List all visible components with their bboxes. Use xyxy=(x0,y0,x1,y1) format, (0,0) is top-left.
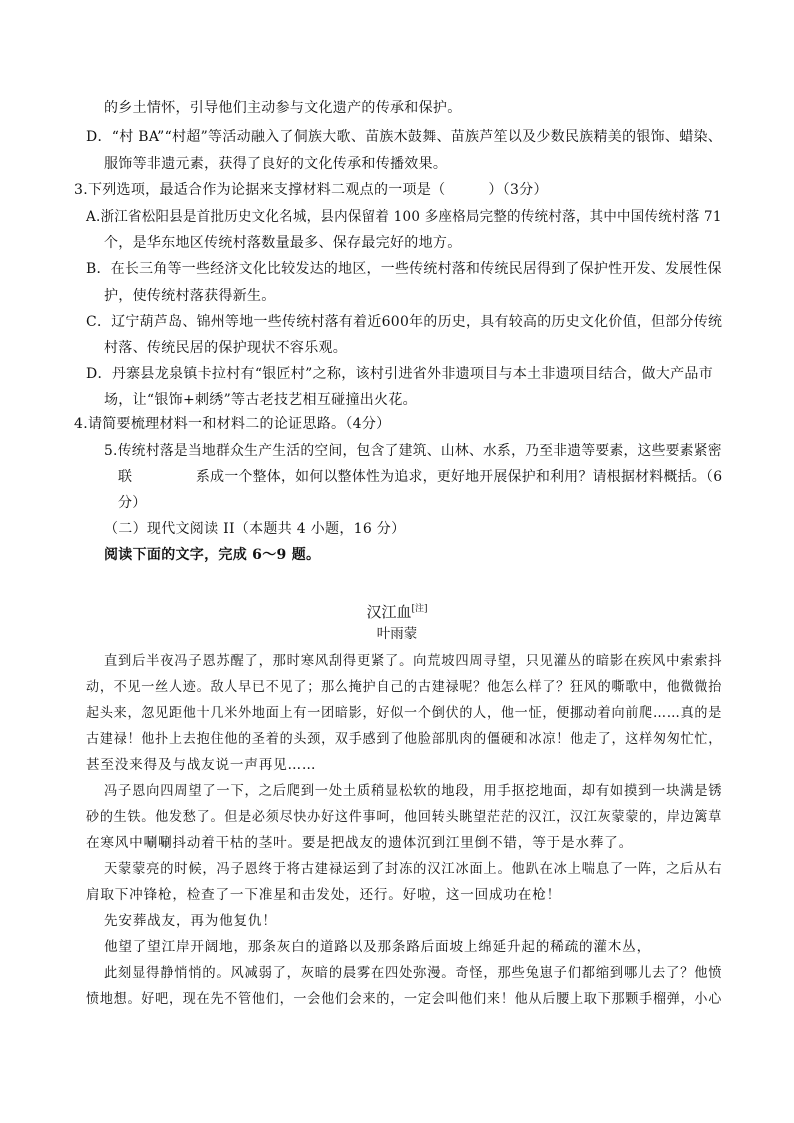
story-p3-line-1: 天蒙蒙亮的时候，冯子恩终于将古建禄运到了封冻的汉江冰面上。他趴在冰上喘息了一阵，之后从右 xyxy=(104,861,723,877)
part-2-header: （二）现代文阅读 II（本题共 4 小题，16 分） xyxy=(104,521,406,537)
story-p2-line-1: 冯子恩向四周望了一下，之后爬到一处土质稍显松软的地段，用手抠挖地面，却有如摸到一块满是锈 xyxy=(104,783,723,799)
q3-option-d-line-1: D．丹寨县龙泉镇卡拉村有“银匠村”之称，该村引进省外非遗项目与本土非遗项目结合，做大产品市 xyxy=(86,366,714,382)
question-5-line-1: 5.传统村落是当地群众生产生活的空间，包含了建筑、山林、水系，乃至非遗等要素，这些要素紧密 xyxy=(104,443,722,459)
option-c-continuation: 的乡土情怀，引导他们主动参与文化遗产的传承和保护。 xyxy=(104,100,462,116)
story-p6-line-1: 此刻显得静悄悄的。风减弱了，灰暗的晨雾在四处弥漫。奇怪，那些兔崽子们都缩到哪儿去了？他愤 xyxy=(104,965,723,981)
story-p4-line-1: 先安葬战友，再为他复仇！ xyxy=(104,913,277,929)
story-p1-line-1: 直到后半夜冯子恩苏醒了，那时寒风刮得更紧了。向荒坡四周寻望，只见灌丛的暗影在疾风中索索抖 xyxy=(104,653,723,669)
story-p1-line-5: 甚至没来得及与战友说一声再见…… xyxy=(86,757,317,773)
q3-option-b-line-1: B．在长三角等一些经济文化比较发达的地区，一些传统村落和传统民居得到了保护性开发、发展性保 xyxy=(86,261,722,277)
story-p1-line-4: 古建禄！他扑上去抱住他的圣着的头颈，双手感到了他脸部肌肉的僵硬和冰凉！他走了，这样匆匆忙忙， xyxy=(86,731,723,747)
question-4-stem: 4.请简要梳理材料一和材料二的论证思路。（4分） xyxy=(74,416,391,432)
story-p1-line-3: 起头来，忽见距他十几米外地面上有一团暗影，好似一个倒伏的人，他一怔，便挪动着向前爬……真的是 xyxy=(86,705,723,721)
q3-option-c-line-1: C．辽宁葫芦岛、锦州等地一些传统村落有着近600年的历史，具有较高的历史文化价值，但部分传统 xyxy=(86,314,723,330)
q3-option-a-line-1: A.浙江省松阳县是首批历史文化名城，县内保留着 100 多座格局完整的传统村落，其中中国传统村落 71 xyxy=(86,209,722,225)
q3-option-a-line-2: 个，是华东地区传统村落数量最多、保存最完好的地方。 xyxy=(104,235,462,251)
q3-option-b-line-2: 护，使传统村落获得新生。 xyxy=(104,288,276,304)
story-p2-line-3: 在寒风中唰唰抖动着干枯的茎叶。要是把战友的遗体沉到江里倒不错，等于是水葬了。 xyxy=(86,835,633,851)
option-d-line-1: D．“村 BA”“村超”等活动融入了侗族大歌、苗族木鼓舞、苗族芦笙以及少数民族精美的银饰、蜡染、 xyxy=(86,129,723,145)
question-5-line-3: 分） xyxy=(118,495,147,511)
story-author: 叶雨蒙 xyxy=(376,626,418,642)
question-5-line-2: 系成一个整体，如何以整体性为追求，更好地开展保护和利用？请根据材料概括。（6 xyxy=(196,469,723,485)
part-2-instruction: 阅读下面的文字，完成 6～9 题。 xyxy=(104,547,321,563)
question-3-stem: 3.下列选项，最适合作为论据来支撑材料二观点的一项是（ ）（3分） xyxy=(74,182,548,198)
story-title-note: [注] xyxy=(411,604,428,614)
q3-option-c-line-2: 村落、传统民居的保护现状不容乐观。 xyxy=(104,340,348,356)
story-p5-line-1: 他望了望江岸开阔地，那条灰白的道路以及那条路后面坡上绵延升起的稀疏的灌木丛， xyxy=(104,939,651,955)
story-title: 汉江血 xyxy=(366,603,412,621)
story-p1-line-2: 动，不见一丝人迹。敌人早已不见了；那么掩护自己的古建禄呢？他怎么样了？狂风的嘶歌中，他微微抬 xyxy=(86,679,723,695)
q3-option-d-line-2: 场，让“银饰+刺绣”等古老技艺相互碰撞出火花。 xyxy=(104,392,417,408)
story-p2-line-2: 砂的生铁。他发愁了。但是必须尽快办好这件事呵，他回转头眺望茫茫的汉江，汉江灰蒙蒙的，岸边篱草 xyxy=(86,809,723,825)
question-5-line-2-start: 联 xyxy=(118,469,133,485)
story-p6-line-2: 愤地想。好吧，现在先不管他们，一会他们会来的，一定会叫他们来！他从后腰上取下那颗手榴弹，小心 xyxy=(86,991,723,1007)
option-d-line-2: 服饰等非遗元素，获得了良好的文化传承和传播效果。 xyxy=(104,156,448,172)
story-p3-line-2: 肩取下冲锋枪，检查了一下准星和击发处，还行。好啦，这一回成功在枪！ xyxy=(86,887,561,903)
story-title-block xyxy=(0,599,794,622)
